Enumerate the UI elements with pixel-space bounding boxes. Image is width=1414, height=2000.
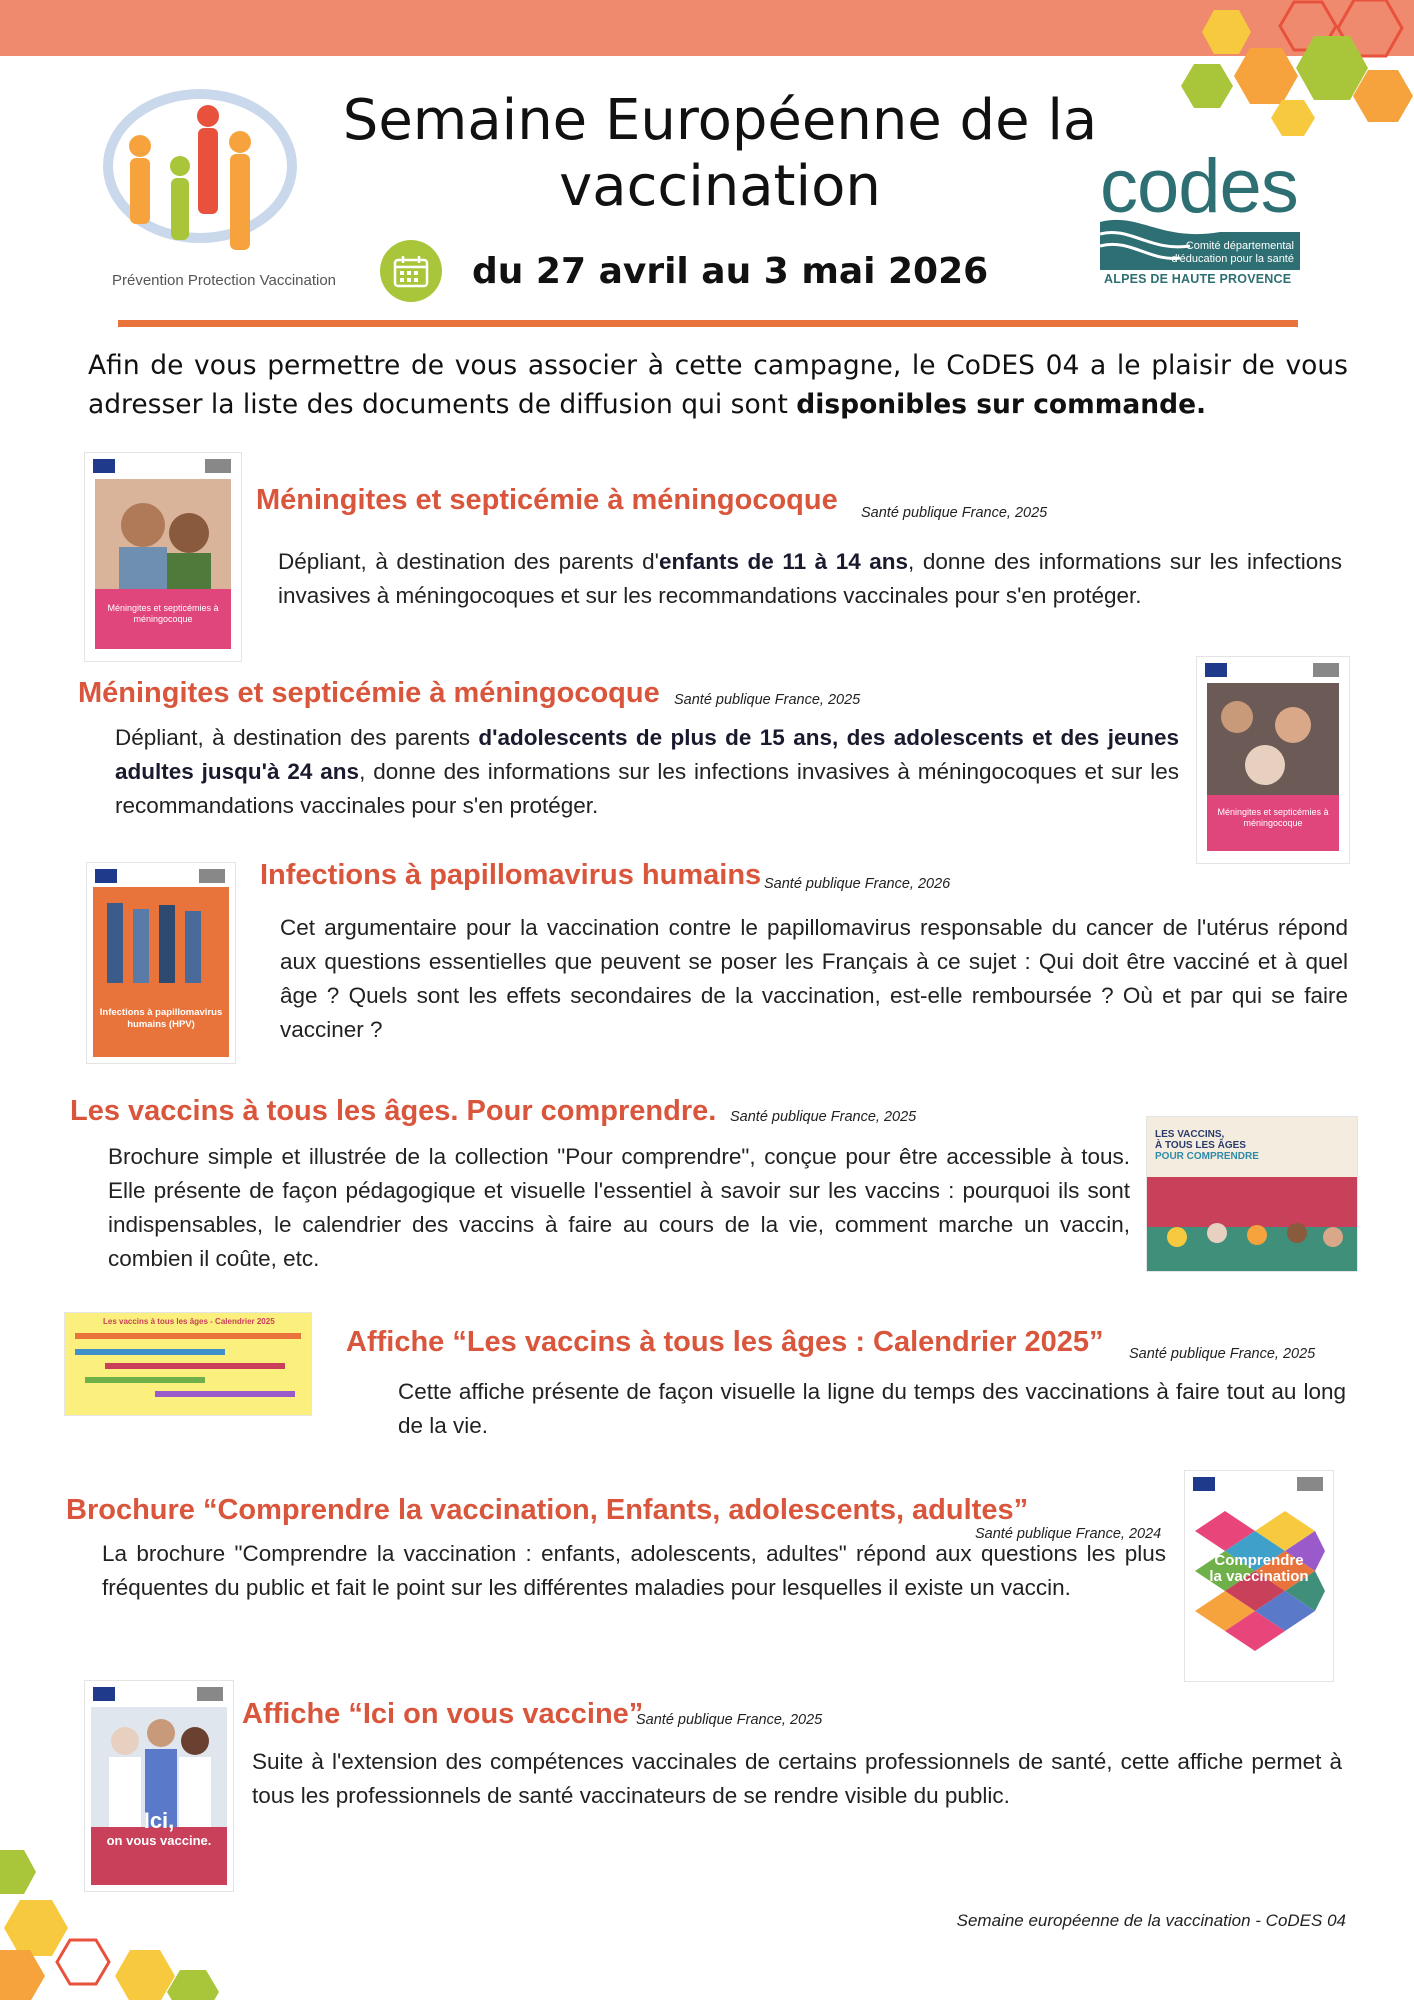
cover-caption: Méningites et septicémies à méningocoque — [1217, 807, 1329, 828]
codes-wordmark: codes — [1100, 144, 1298, 229]
item-source: Santé publique France, 2025 — [636, 1712, 823, 1728]
item-title: Méningites et septicémie à méningocoque — [78, 677, 660, 709]
cover-meningites-11-14 — [84, 452, 242, 662]
item-description: Dépliant, à destination des parents d'adolescents de plus de 15 ans, des adolescents et des jeunes adultes jusqu'à 24 ans, donne des informations sur les infections invasives à méningocoques et sur les recommandations vaccinales pour s'en protéger. — [115, 725, 1179, 818]
item-description: Dépliant, à destination des parents d'enfants de 11 à 14 ans, donne des informations sur les infections invasives à méningocoques et sur les recommandations vaccinales pour s'en protéger. — [278, 549, 1342, 608]
cover-meningites-15-24 — [1196, 656, 1350, 864]
cover-caption: Comprendre la vaccination — [1209, 1552, 1309, 1585]
item-description: Cet argumentaire pour la vaccination contre le papillomavirus responsable du cancer de l'utérus répond aux questions essentielles que peuvent se poser les Français à ce sujet : Qui doit être vacciné et à quel âge ? Quels sont les effets secondaires de la vaccination, est-elle remboursée ? Où et par qui se faire vacciner ? — [280, 915, 1348, 1042]
item-title: Affiche “Ici on vous vaccine” — [242, 1698, 644, 1730]
intro-paragraph: Afin de vous permettre de vous associer à cette campagne, le CoDES 04 a le plaisir de vous adresser la liste des documents de diffusion qui sont disponibles sur commande. — [88, 350, 1348, 420]
item-source: Santé publique France, 2025 — [674, 692, 861, 708]
event-dates: du 27 avril au 3 mai 2026 — [472, 250, 989, 292]
cover-vaccins-tous-ages — [1146, 1116, 1358, 1272]
codes-department: ALPES DE HAUTE PROVENCE — [1104, 272, 1292, 286]
item-title: Affiche “Les vaccins à tous les âges : Calendrier 2025” — [346, 1326, 1104, 1358]
date-row — [380, 236, 988, 306]
cover-caption: Méningites et septicémies à méningocoque — [107, 603, 219, 624]
item-description: La brochure "Comprendre la vaccination : enfants, adolescents, adultes" répond aux questions les plus fréquentes du public et fait le point sur les différentes maladies pour lesquelles il existe un vaccin. — [102, 1541, 1166, 1600]
item-title: Brochure “Comprendre la vaccination, Enfants, adolescents, adultes” — [66, 1494, 1029, 1526]
title-line-1: Semaine Européenne de la — [342, 88, 1098, 153]
item-source: Santé publique France, 2024 — [975, 1526, 1162, 1542]
codes-subtitle: Comité départemental d'éducation pour la santé — [1171, 240, 1294, 265]
calendar-icon — [380, 240, 442, 302]
codes-logo — [1100, 144, 1310, 292]
cover-caption: Les vaccins à tous les âges - Calendrier 2025 — [103, 1317, 275, 1326]
cover-ici-on-vous-vaccine — [84, 1680, 234, 1892]
page-footer: Semaine européenne de la vaccination - CoDES 04 — [956, 1911, 1346, 1930]
cover-caption: Ici, on vous vaccine. — [106, 1808, 212, 1848]
cover-caption: Infections à papillomavirus humains (HPV) — [99, 1007, 223, 1030]
item-title: Infections à papillomavirus humains — [260, 859, 762, 891]
logo-caption: Prévention Protection Vaccination — [112, 272, 337, 289]
item-description: Brochure simple et illustrée de la collection "Pour comprendre", conçue pour être accessible à tous. Elle présente de façon pédagogique et visuelle l'essentiel à savoir sur les vaccins : pourquoi ils sont indispensables, le calendrier des vaccins à faire au cours de la vie, comment marche un vaccin, combien il coûte, etc. — [108, 1144, 1130, 1271]
cover-comprendre-vaccination — [1184, 1470, 1334, 1682]
page-title — [300, 88, 1140, 220]
cover-papillomavirus — [86, 862, 236, 1064]
hexagon-decoration — [1154, 0, 1414, 150]
item-source: Santé publique France, 2026 — [764, 876, 951, 892]
item-description: Cette affiche présente de façon visuelle la ligne du temps des vaccinations à faire tout au long de la vie. — [398, 1379, 1346, 1438]
cover-calendrier-2025 — [64, 1312, 312, 1416]
item-description: Suite à l'extension des compétences vaccinales de certains professionnels de santé, cette affiche permet à tous les professionnels de santé vaccinateurs de se rendre visible du public. — [252, 1749, 1342, 1808]
item-source: Santé publique France, 2025 — [1129, 1346, 1316, 1362]
item-title: Méningites et septicémie à méningocoque — [256, 484, 838, 516]
item-title: Les vaccins à tous les âges. Pour comprendre. — [70, 1095, 717, 1127]
title-line-2: vaccination — [559, 154, 881, 219]
item-source: Santé publique France, 2025 — [861, 505, 1048, 521]
header-divider — [118, 320, 1298, 327]
item-source: Santé publique France, 2025 — [730, 1109, 917, 1125]
cover-caption: LES VACCINS, À TOUS LES ÂGES POUR COMPRENDRE — [1155, 1129, 1259, 1162]
